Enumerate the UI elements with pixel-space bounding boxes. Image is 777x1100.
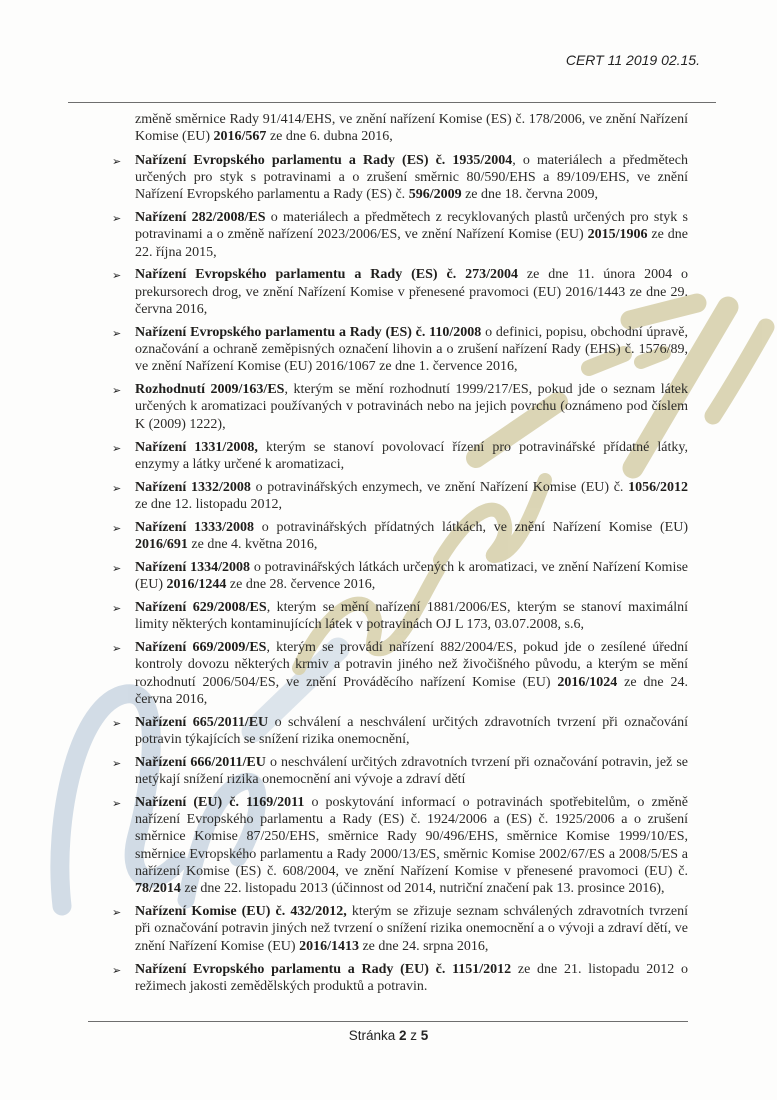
- text-segment: ze dne 24. června 2016,: [135, 674, 688, 707]
- regulation-text: [135, 210, 688, 260]
- text-segment: 2: [398, 1028, 407, 1043]
- regulation-item: [112, 639, 688, 708]
- text-segment: o neschválení určitých zdravotních tvrzení při označování potravin, jež se netýkají snížení rizika onemocnění ani vývoje a zdraví dětí: [135, 754, 688, 788]
- text-segment: , o materiálech a předmětech určených pro styk s potravinami a o zrušení směrnic 80/590/EHS a 89/109/EHS, ve znění Nařízení Evropského parlamentu a Rady (ES) č.: [135, 152, 688, 203]
- bullet-arrow-icon: ➢: [112, 906, 122, 920]
- text-segment: 2016/691: [135, 537, 188, 553]
- text-segment: změně směrnice Rady 91/414/EHS, ve znění nařízení Komise (ES) č. 178/2006, ve znění Nařízení Komise (EU): [135, 112, 688, 145]
- regulation-item: [112, 519, 688, 554]
- regulation-text: [135, 480, 688, 512]
- text-segment: Nařízení 629/2008/ES: [135, 599, 267, 615]
- header-divider: [68, 102, 716, 103]
- text-segment: 78/2014: [135, 881, 181, 897]
- regulation-item: [112, 794, 688, 898]
- bullet-arrow-icon: ➢: [112, 716, 122, 730]
- regulation-item: [112, 961, 688, 996]
- text-segment: o schválení a neschválení určitých zdravotních tvrzení při označování potravin týkajících se snížení rizika onemocnění,: [135, 714, 688, 747]
- text-segment: Nařízení Evropského parlamentu a Rady (ES) č. 110/2008: [135, 324, 482, 340]
- regulation-item: [112, 903, 689, 955]
- bullet-arrow-icon: ➢: [112, 561, 122, 575]
- text-segment: ze dne 22. října 2015,: [135, 227, 688, 260]
- text-segment: ze dne 6. dubna 2016,: [266, 129, 393, 145]
- regulation-text: [135, 440, 688, 472]
- regulation-text: [135, 640, 688, 707]
- regulation-text: [135, 962, 688, 994]
- regulation-text: [135, 715, 688, 747]
- regulation-item: [112, 381, 688, 433]
- regulation-text: [135, 755, 688, 787]
- text-segment: Nařízení Komise (EU) č. 432/2012,: [135, 904, 347, 920]
- regulation-item: [112, 754, 688, 789]
- bullet-arrow-icon: ➢: [112, 154, 122, 168]
- bullet-arrow-icon: ➢: [112, 481, 122, 495]
- continuation-paragraph: [135, 111, 688, 146]
- text-segment: ze dne 11. února 2004 o prekursorech drog, ve znění Nařízení Komise v přenesené pravomoci (EU) 2016/1443 ze dne 29. června 2016,: [135, 267, 688, 317]
- regulation-item: [112, 599, 688, 634]
- text-segment: o potravinářských enzymech, ve znění Nařízení Komise (EU) č.: [250, 479, 629, 495]
- regulation-text: [135, 153, 688, 203]
- bullet-arrow-icon: ➢: [112, 521, 122, 535]
- regulation-item: [112, 559, 688, 594]
- text-segment: 2016/1244: [166, 577, 227, 593]
- bullet-arrow-icon: ➢: [112, 963, 122, 977]
- text-segment: 1056/2012: [628, 479, 688, 495]
- text-segment: ze dne 28. července 2016,: [226, 577, 376, 593]
- regulation-text: [135, 600, 688, 632]
- text-segment: 2016/567: [213, 129, 267, 145]
- text-segment: o definici, popisu, obchodní úpravě, označování a ochraně zeměpisných označení lihovin a o zrušení nařízení Rady (EHS) č. 1576/89, ve znění Nařízení Komise (EU) 2016/1067 ze dne 1. července 2016,: [135, 324, 688, 375]
- regulation-item: [112, 152, 688, 204]
- bullet-arrow-icon: ➢: [112, 384, 122, 398]
- text-segment: Stránka: [348, 1028, 399, 1043]
- text-segment: o materiálech a předmětech z recyklovaných plastů určených pro styk s potravinami a o změně nařízení 2023/2006/ES, ve znění Nařízení Komise (EU): [135, 209, 688, 243]
- text-segment: , kterým se mění rozhodnutí 1999/217/ES, pokud jde o seznam látek určených k aromatizaci používaných v potravinách nebo na jejich povrchu (oznámeno pod číslem K (2009) 1222),: [135, 382, 688, 432]
- regulation-text: [135, 904, 688, 954]
- text-segment: ze dne 12. listopadu 2012,: [135, 496, 282, 512]
- text-segment: Nařízení 282/2008/ES: [135, 209, 266, 225]
- regulation-item: [112, 324, 688, 376]
- text-segment: ze dne 18. června 2009,: [461, 187, 599, 203]
- text-segment: o potravinářských přídatných látkách, ve znění Nařízení Komise (EU): [253, 519, 688, 535]
- text-segment: Nařízení 1333/2008: [135, 519, 254, 535]
- text-segment: 2015/1906: [587, 227, 648, 243]
- document-body: [112, 111, 689, 1001]
- regulation-text: [135, 267, 688, 317]
- bullet-arrow-icon: ➢: [112, 211, 122, 225]
- text-segment: o poskytování informací o potravinách spotřebitelům, o změně nařízení Evropského parlamentu a Rady (ES) č. 1924/2006 a (ES) č. 1925/2006 a o zrušení směrnice Komise 87/250/EHS, směrnice Rady 90/496/EHS, směrnice Komise 1999/10/ES, směrnice Evropského parlamentu a Rady 2000/13/ES, směrnic Komise 2002/67/ES a 2008/5/ES a nařízení Komise (ES) č. 608/2004, ve znění Nařízení Komise v přenesené pravomoci (EU) č.: [135, 794, 688, 880]
- regulation-item: [112, 266, 688, 318]
- regulation-item: [112, 479, 688, 514]
- header-doc-code: CERT 11 2019 02.15.: [565, 52, 700, 68]
- bullet-arrow-icon: ➢: [112, 269, 122, 283]
- text-segment: Nařízení 1334/2008: [135, 559, 251, 575]
- regulation-text: [135, 560, 688, 592]
- regulation-item: [112, 209, 688, 261]
- text-segment: 2016/1413: [299, 938, 359, 954]
- text-segment: ze dne 22. listopadu 2013 (účinnost od 2014, nutriční značení pak 13. prosince 2016),: [180, 881, 665, 897]
- bullet-arrow-icon: ➢: [112, 756, 122, 770]
- text-segment: z: [406, 1028, 421, 1043]
- text-segment: Nařízení 1332/2008: [135, 479, 251, 495]
- text-segment: Rozhodnutí 2009/163/ES: [135, 382, 285, 398]
- text-segment: ze dne 24. srpna 2016,: [358, 938, 489, 954]
- regulation-list: [112, 152, 689, 996]
- text-segment: Nařízení 665/2011/EU: [135, 714, 269, 730]
- bullet-arrow-icon: ➢: [112, 796, 122, 810]
- text-segment: Nařízení 666/2011/EU: [135, 754, 266, 770]
- text-segment: 5: [420, 1028, 429, 1043]
- bullet-arrow-icon: ➢: [112, 642, 122, 656]
- text-segment: ze dne 4. května 2016,: [187, 537, 318, 553]
- bullet-arrow-icon: ➢: [112, 601, 122, 615]
- text-segment: kterým se zřizuje seznam schválených zdravotních tvrzení při označování potravin jiných než tvrzení o snížení rizika onemocnění a o vývoji a zdraví dětí, ve znění Nařízení Komise (EU): [135, 904, 689, 954]
- page-number: [0, 1028, 777, 1043]
- text-segment: 596/2009: [408, 187, 462, 203]
- regulation-text: [135, 795, 688, 896]
- text-segment: , kterým se mění nařízení 1881/2006/ES, kterým se stanoví maximální limity některých kontaminujících látek v potravinách OJ L 173, 03.07.2008, s.6,: [135, 599, 688, 633]
- regulation-text: [135, 382, 688, 432]
- bullet-arrow-icon: ➢: [112, 326, 122, 340]
- text-segment: Nařízení 1331/2008,: [135, 439, 258, 455]
- text-segment: Nařízení (EU) č. 1169/2011: [135, 794, 305, 810]
- text-segment: Nařízení Evropského parlamentu a Rady (EU) č. 1151/2012: [135, 961, 512, 977]
- text-segment: Nařízení Evropského parlamentu a Rady (ES) č. 273/2004: [135, 267, 518, 283]
- text-segment: , kterým se provádí nařízení 882/2004/ES, pokud jde o zesílené úřední kontroly dovozu některých krmiv a potravin jiného než živočišného původu, a kterým se mění rozhodnutí 2006/504/ES, ve znění Prováděcího nařízení Komise (EU): [135, 640, 688, 690]
- bullet-arrow-icon: ➢: [112, 441, 122, 455]
- text-segment: 2016/1024: [557, 674, 618, 690]
- regulation-text: [135, 325, 688, 375]
- text-segment: ze dne 21. listopadu 2012 o režimech jakosti zemědělských produktů a potravin.: [135, 961, 688, 994]
- text-segment: o potravinářských látkách určených k aromatizaci, ve znění Nařízení Komise (EU): [135, 559, 688, 593]
- footer-divider: [88, 1021, 688, 1022]
- regulation-item: [112, 714, 688, 749]
- text-segment: Nařízení Evropského parlamentu a Rady (ES) č. 1935/2004: [135, 152, 513, 168]
- text-segment: Nařízení 669/2009/ES: [135, 640, 267, 656]
- regulation-item: [112, 439, 688, 474]
- regulation-text: [135, 520, 688, 552]
- text-segment: kterým se stanoví povolovací řízení pro potravinářské přídatné látky, enzymy a látky určené k aromatizaci,: [135, 439, 688, 472]
